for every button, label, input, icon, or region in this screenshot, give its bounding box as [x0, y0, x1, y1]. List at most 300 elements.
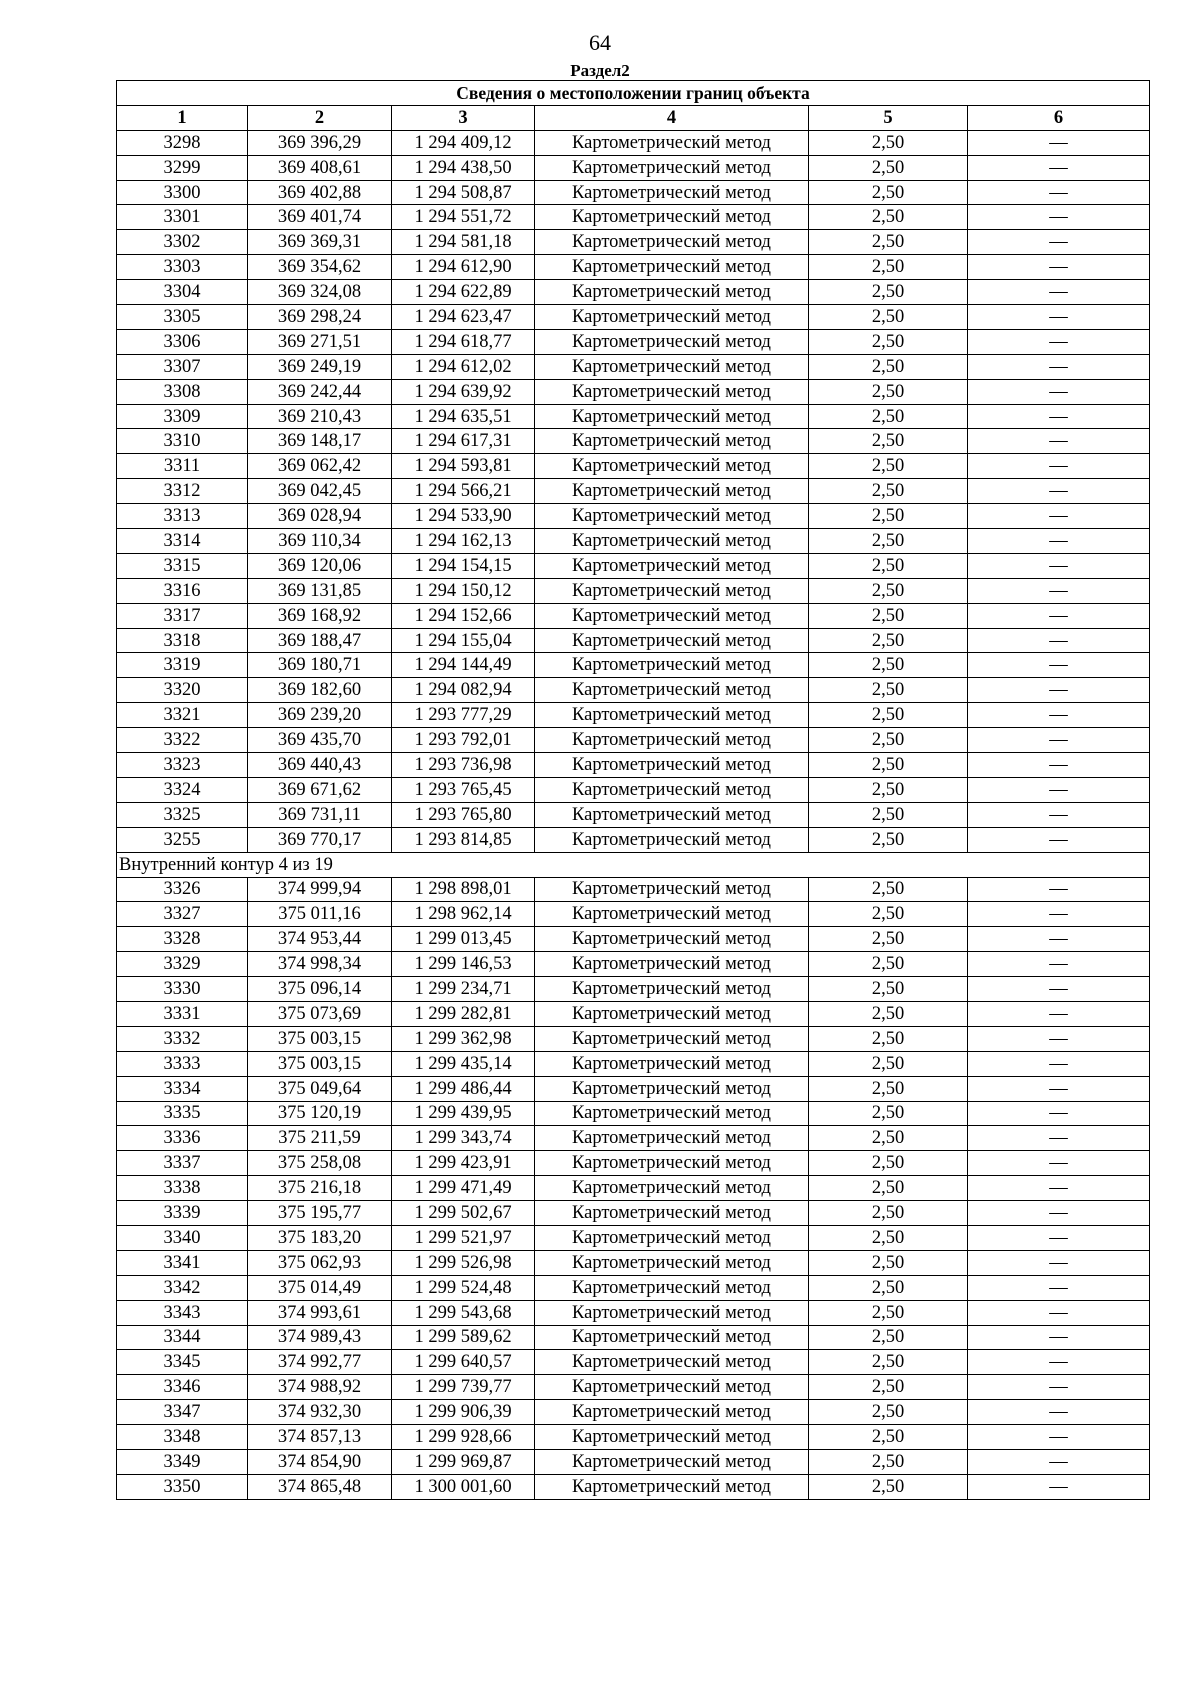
y-coordinate-cell: 1 299 928,66: [392, 1425, 535, 1450]
point-number-cell: 3335: [117, 1101, 248, 1126]
column-header: 5: [809, 105, 968, 130]
point-number-cell: 3343: [117, 1300, 248, 1325]
table-body: [117, 81, 1150, 1500]
y-coordinate-cell: 1 294 639,92: [392, 379, 535, 404]
description-cell: —: [968, 504, 1150, 529]
point-number-cell: 3338: [117, 1176, 248, 1201]
description-cell: —: [968, 902, 1150, 927]
table-row: [117, 1176, 1150, 1201]
y-coordinate-cell: 1 299 362,98: [392, 1026, 535, 1051]
x-coordinate-cell: 369 435,70: [248, 728, 392, 753]
description-cell: —: [968, 429, 1150, 454]
description-cell: —: [968, 952, 1150, 977]
y-coordinate-cell: 1 298 962,14: [392, 902, 535, 927]
description-cell: —: [968, 1474, 1150, 1499]
point-number-cell: 3345: [117, 1350, 248, 1375]
description-cell: —: [968, 454, 1150, 479]
description-cell: —: [968, 1101, 1150, 1126]
table-row: [117, 1201, 1150, 1226]
description-cell: —: [968, 977, 1150, 1002]
column-header: 3: [392, 105, 535, 130]
table-row: [117, 578, 1150, 603]
y-coordinate-cell: 1 293 765,80: [392, 802, 535, 827]
x-coordinate-cell: 375 258,08: [248, 1151, 392, 1176]
y-coordinate-cell: 1 294 533,90: [392, 504, 535, 529]
method-cell: Картометрический метод: [535, 877, 809, 902]
accuracy-cell: 2,50: [809, 504, 968, 529]
description-cell: —: [968, 728, 1150, 753]
table-row: [117, 927, 1150, 952]
accuracy-cell: 2,50: [809, 1001, 968, 1026]
y-coordinate-cell: 1 299 589,62: [392, 1325, 535, 1350]
y-coordinate-cell: 1 299 343,74: [392, 1126, 535, 1151]
table-row: [117, 1425, 1150, 1450]
y-coordinate-cell: 1 299 439,95: [392, 1101, 535, 1126]
point-number-cell: 3327: [117, 902, 248, 927]
contour-label: Внутренний контур 4 из 19: [117, 852, 1150, 877]
method-cell: Картометрический метод: [535, 753, 809, 778]
table-row: [117, 1225, 1150, 1250]
column-header: 1: [117, 105, 248, 130]
point-number-cell: 3301: [117, 205, 248, 230]
method-cell: Картометрический метод: [535, 255, 809, 280]
y-coordinate-cell: 1 294 622,89: [392, 280, 535, 305]
table-row: [117, 1076, 1150, 1101]
y-coordinate-cell: 1 294 508,87: [392, 180, 535, 205]
table-row: [117, 1275, 1150, 1300]
y-coordinate-cell: 1 294 551,72: [392, 205, 535, 230]
table-row: [117, 653, 1150, 678]
description-cell: —: [968, 1350, 1150, 1375]
method-cell: Картометрический метод: [535, 1176, 809, 1201]
method-cell: Картометрический метод: [535, 479, 809, 504]
point-number-cell: 3341: [117, 1250, 248, 1275]
accuracy-cell: 2,50: [809, 180, 968, 205]
accuracy-cell: 2,50: [809, 479, 968, 504]
table-row: [117, 553, 1150, 578]
y-coordinate-cell: 1 299 969,87: [392, 1449, 535, 1474]
boundary-table: [116, 80, 1150, 1500]
table-row: [117, 777, 1150, 802]
description-cell: —: [968, 1275, 1150, 1300]
description-cell: —: [968, 1001, 1150, 1026]
x-coordinate-cell: 374 993,61: [248, 1300, 392, 1325]
accuracy-cell: 2,50: [809, 977, 968, 1002]
accuracy-cell: 2,50: [809, 927, 968, 952]
accuracy-cell: 2,50: [809, 877, 968, 902]
table-row: [117, 1151, 1150, 1176]
point-number-cell: 3324: [117, 777, 248, 802]
accuracy-cell: 2,50: [809, 379, 968, 404]
point-number-cell: 3317: [117, 603, 248, 628]
method-cell: Картометрический метод: [535, 404, 809, 429]
method-cell: Картометрический метод: [535, 1350, 809, 1375]
x-coordinate-cell: 369 369,31: [248, 230, 392, 255]
table-row: [117, 1350, 1150, 1375]
method-cell: Картометрический метод: [535, 927, 809, 952]
table-row: [117, 952, 1150, 977]
table-row: [117, 1325, 1150, 1350]
method-cell: Картометрический метод: [535, 1225, 809, 1250]
column-header: 4: [535, 105, 809, 130]
method-cell: Картометрический метод: [535, 1300, 809, 1325]
x-coordinate-cell: 374 854,90: [248, 1449, 392, 1474]
accuracy-cell: 2,50: [809, 1425, 968, 1450]
description-cell: —: [968, 553, 1150, 578]
method-cell: Картометрический метод: [535, 329, 809, 354]
table-row: [117, 429, 1150, 454]
accuracy-cell: 2,50: [809, 902, 968, 927]
table-row: [117, 1101, 1150, 1126]
method-cell: Картометрический метод: [535, 230, 809, 255]
table-row: [117, 1126, 1150, 1151]
point-number-cell: 3319: [117, 653, 248, 678]
accuracy-cell: 2,50: [809, 1225, 968, 1250]
table-row: [117, 1400, 1150, 1425]
accuracy-cell: 2,50: [809, 429, 968, 454]
accuracy-cell: 2,50: [809, 1151, 968, 1176]
point-number-cell: 3349: [117, 1449, 248, 1474]
method-cell: Картометрический метод: [535, 1250, 809, 1275]
accuracy-cell: 2,50: [809, 130, 968, 155]
y-coordinate-cell: 1 299 282,81: [392, 1001, 535, 1026]
table-row: [117, 1051, 1150, 1076]
description-cell: —: [968, 827, 1150, 852]
x-coordinate-cell: 369 239,20: [248, 703, 392, 728]
table-row: [117, 230, 1150, 255]
table-row: [117, 728, 1150, 753]
method-cell: Картометрический метод: [535, 553, 809, 578]
x-coordinate-cell: 369 440,43: [248, 753, 392, 778]
description-cell: —: [968, 1126, 1150, 1151]
x-coordinate-cell: 369 188,47: [248, 628, 392, 653]
y-coordinate-cell: 1 293 814,85: [392, 827, 535, 852]
table-row: [117, 529, 1150, 554]
x-coordinate-cell: 375 003,15: [248, 1026, 392, 1051]
x-coordinate-cell: 369 401,74: [248, 205, 392, 230]
description-cell: —: [968, 1176, 1150, 1201]
x-coordinate-cell: 374 988,92: [248, 1375, 392, 1400]
accuracy-cell: 2,50: [809, 305, 968, 330]
x-coordinate-cell: 369 242,44: [248, 379, 392, 404]
accuracy-cell: 2,50: [809, 1275, 968, 1300]
method-cell: Картометрический метод: [535, 827, 809, 852]
y-coordinate-cell: 1 299 526,98: [392, 1250, 535, 1275]
description-cell: —: [968, 1325, 1150, 1350]
x-coordinate-cell: 375 014,49: [248, 1275, 392, 1300]
accuracy-cell: 2,50: [809, 703, 968, 728]
y-coordinate-cell: 1 294 581,18: [392, 230, 535, 255]
table-row: [117, 504, 1150, 529]
method-cell: Картометрический метод: [535, 728, 809, 753]
description-cell: —: [968, 678, 1150, 703]
x-coordinate-cell: 375 073,69: [248, 1001, 392, 1026]
description-cell: —: [968, 1250, 1150, 1275]
x-coordinate-cell: 374 857,13: [248, 1425, 392, 1450]
point-number-cell: 3304: [117, 280, 248, 305]
description-cell: —: [968, 927, 1150, 952]
table-row: [117, 1449, 1150, 1474]
method-cell: Картометрический метод: [535, 1076, 809, 1101]
point-number-cell: 3342: [117, 1275, 248, 1300]
column-header: 6: [968, 105, 1150, 130]
method-cell: Картометрический метод: [535, 653, 809, 678]
method-cell: Картометрический метод: [535, 1474, 809, 1499]
y-coordinate-cell: 1 294 617,31: [392, 429, 535, 454]
point-number-cell: 3340: [117, 1225, 248, 1250]
y-coordinate-cell: 1 294 618,77: [392, 329, 535, 354]
x-coordinate-cell: 369 402,88: [248, 180, 392, 205]
y-coordinate-cell: 1 294 593,81: [392, 454, 535, 479]
table-row: [117, 180, 1150, 205]
x-coordinate-cell: 375 183,20: [248, 1225, 392, 1250]
method-cell: Картометрический метод: [535, 628, 809, 653]
x-coordinate-cell: 375 003,15: [248, 1051, 392, 1076]
y-coordinate-cell: 1 293 777,29: [392, 703, 535, 728]
x-coordinate-cell: 374 932,30: [248, 1400, 392, 1425]
accuracy-cell: 2,50: [809, 1250, 968, 1275]
x-coordinate-cell: 375 011,16: [248, 902, 392, 927]
description-cell: —: [968, 578, 1150, 603]
y-coordinate-cell: 1 299 486,44: [392, 1076, 535, 1101]
description-cell: —: [968, 404, 1150, 429]
accuracy-cell: 2,50: [809, 653, 968, 678]
point-number-cell: 3300: [117, 180, 248, 205]
description-cell: —: [968, 379, 1150, 404]
method-cell: Картометрический метод: [535, 952, 809, 977]
description-cell: —: [968, 753, 1150, 778]
description-cell: —: [968, 529, 1150, 554]
point-number-cell: 3348: [117, 1425, 248, 1450]
method-cell: Картометрический метод: [535, 1400, 809, 1425]
table-row: [117, 628, 1150, 653]
table-row: [117, 703, 1150, 728]
point-number-cell: 3302: [117, 230, 248, 255]
description-cell: —: [968, 1300, 1150, 1325]
table-row: [117, 305, 1150, 330]
accuracy-cell: 2,50: [809, 603, 968, 628]
description-cell: —: [968, 628, 1150, 653]
method-cell: Картометрический метод: [535, 305, 809, 330]
description-cell: —: [968, 280, 1150, 305]
y-coordinate-cell: 1 294 162,13: [392, 529, 535, 554]
table-row: [117, 877, 1150, 902]
description-cell: —: [968, 305, 1150, 330]
accuracy-cell: 2,50: [809, 1026, 968, 1051]
accuracy-cell: 2,50: [809, 1126, 968, 1151]
x-coordinate-cell: 375 216,18: [248, 1176, 392, 1201]
table-row: [117, 404, 1150, 429]
point-number-cell: 3298: [117, 130, 248, 155]
x-coordinate-cell: 369 110,34: [248, 529, 392, 554]
method-cell: Картометрический метод: [535, 1325, 809, 1350]
y-coordinate-cell: 1 294 154,15: [392, 553, 535, 578]
description-cell: —: [968, 180, 1150, 205]
x-coordinate-cell: 369 182,60: [248, 678, 392, 703]
description-cell: —: [968, 802, 1150, 827]
y-coordinate-cell: 1 299 906,39: [392, 1400, 535, 1425]
x-coordinate-cell: 369 210,43: [248, 404, 392, 429]
table-row: [117, 130, 1150, 155]
table-row: [117, 1474, 1150, 1499]
point-number-cell: 3303: [117, 255, 248, 280]
y-coordinate-cell: 1 299 234,71: [392, 977, 535, 1002]
description-cell: —: [968, 877, 1150, 902]
description-cell: —: [968, 1375, 1150, 1400]
y-coordinate-cell: 1 298 898,01: [392, 877, 535, 902]
description-cell: —: [968, 479, 1150, 504]
accuracy-cell: 2,50: [809, 952, 968, 977]
table-row: [117, 902, 1150, 927]
point-number-cell: 3330: [117, 977, 248, 1002]
table-row: [117, 454, 1150, 479]
point-number-cell: 3325: [117, 802, 248, 827]
y-coordinate-cell: 1 294 152,66: [392, 603, 535, 628]
y-coordinate-cell: 1 299 471,49: [392, 1176, 535, 1201]
description-cell: —: [968, 155, 1150, 180]
description-cell: —: [968, 653, 1150, 678]
point-number-cell: 3305: [117, 305, 248, 330]
description-cell: —: [968, 1201, 1150, 1226]
accuracy-cell: 2,50: [809, 205, 968, 230]
accuracy-cell: 2,50: [809, 354, 968, 379]
x-coordinate-cell: 369 249,19: [248, 354, 392, 379]
x-coordinate-cell: 369 396,29: [248, 130, 392, 155]
point-number-cell: 3315: [117, 553, 248, 578]
table-header-row: [117, 105, 1150, 130]
y-coordinate-cell: 1 294 623,47: [392, 305, 535, 330]
method-cell: Картометрический метод: [535, 802, 809, 827]
table-row: [117, 255, 1150, 280]
method-cell: Картометрический метод: [535, 180, 809, 205]
description-cell: —: [968, 1051, 1150, 1076]
method-cell: Картометрический метод: [535, 1101, 809, 1126]
point-number-cell: 3344: [117, 1325, 248, 1350]
point-number-cell: 3316: [117, 578, 248, 603]
y-coordinate-cell: 1 294 438,50: [392, 155, 535, 180]
x-coordinate-cell: 375 049,64: [248, 1076, 392, 1101]
y-coordinate-cell: 1 294 155,04: [392, 628, 535, 653]
point-number-cell: 3326: [117, 877, 248, 902]
description-cell: —: [968, 777, 1150, 802]
table-row: [117, 379, 1150, 404]
point-number-cell: 3323: [117, 753, 248, 778]
method-cell: Картометрический метод: [535, 1151, 809, 1176]
accuracy-cell: 2,50: [809, 827, 968, 852]
x-coordinate-cell: 369 298,24: [248, 305, 392, 330]
point-number-cell: 3310: [117, 429, 248, 454]
description-cell: —: [968, 1151, 1150, 1176]
y-coordinate-cell: 1 299 502,67: [392, 1201, 535, 1226]
accuracy-cell: 2,50: [809, 454, 968, 479]
accuracy-cell: 2,50: [809, 155, 968, 180]
column-header: 2: [248, 105, 392, 130]
point-number-cell: 3332: [117, 1026, 248, 1051]
y-coordinate-cell: 1 294 409,12: [392, 130, 535, 155]
y-coordinate-cell: 1 294 612,02: [392, 354, 535, 379]
method-cell: Картометрический метод: [535, 1001, 809, 1026]
description-cell: —: [968, 603, 1150, 628]
accuracy-cell: 2,50: [809, 230, 968, 255]
table-row: [117, 329, 1150, 354]
table-row: [117, 1001, 1150, 1026]
point-number-cell: 3331: [117, 1001, 248, 1026]
method-cell: Картометрический метод: [535, 130, 809, 155]
point-number-cell: 3321: [117, 703, 248, 728]
table-title-row: [117, 81, 1150, 106]
section-title: Раздел2: [570, 61, 630, 80]
point-number-cell: 3350: [117, 1474, 248, 1499]
point-number-cell: 3313: [117, 504, 248, 529]
x-coordinate-cell: 375 096,14: [248, 977, 392, 1002]
y-coordinate-cell: 1 299 423,91: [392, 1151, 535, 1176]
y-coordinate-cell: 1 294 144,49: [392, 653, 535, 678]
description-cell: —: [968, 1400, 1150, 1425]
x-coordinate-cell: 369 062,42: [248, 454, 392, 479]
x-coordinate-cell: 374 998,34: [248, 952, 392, 977]
y-coordinate-cell: 1 299 543,68: [392, 1300, 535, 1325]
x-coordinate-cell: 374 953,44: [248, 927, 392, 952]
method-cell: Картометрический метод: [535, 1126, 809, 1151]
accuracy-cell: 2,50: [809, 280, 968, 305]
table-row: [117, 479, 1150, 504]
method-cell: Картометрический метод: [535, 504, 809, 529]
y-coordinate-cell: 1 293 792,01: [392, 728, 535, 753]
accuracy-cell: 2,50: [809, 1051, 968, 1076]
contour-row: [117, 852, 1150, 877]
method-cell: Картометрический метод: [535, 529, 809, 554]
x-coordinate-cell: 375 120,19: [248, 1101, 392, 1126]
page-number: 64: [589, 30, 611, 55]
method-cell: Картометрический метод: [535, 429, 809, 454]
description-cell: —: [968, 1449, 1150, 1474]
x-coordinate-cell: 374 999,94: [248, 877, 392, 902]
y-coordinate-cell: 1 299 640,57: [392, 1350, 535, 1375]
method-cell: Картометрический метод: [535, 678, 809, 703]
table-row: [117, 205, 1150, 230]
x-coordinate-cell: 369 271,51: [248, 329, 392, 354]
point-number-cell: 3333: [117, 1051, 248, 1076]
accuracy-cell: 2,50: [809, 678, 968, 703]
method-cell: Картометрический метод: [535, 1375, 809, 1400]
point-number-cell: 3299: [117, 155, 248, 180]
method-cell: Картометрический метод: [535, 703, 809, 728]
method-cell: Картометрический метод: [535, 1026, 809, 1051]
accuracy-cell: 2,50: [809, 404, 968, 429]
point-number-cell: 3311: [117, 454, 248, 479]
y-coordinate-cell: 1 293 765,45: [392, 777, 535, 802]
description-cell: —: [968, 230, 1150, 255]
description-cell: —: [968, 205, 1150, 230]
point-number-cell: 3328: [117, 927, 248, 952]
description-cell: —: [968, 130, 1150, 155]
point-number-cell: 3346: [117, 1375, 248, 1400]
x-coordinate-cell: 374 992,77: [248, 1350, 392, 1375]
point-number-cell: 3308: [117, 379, 248, 404]
y-coordinate-cell: 1 294 566,21: [392, 479, 535, 504]
accuracy-cell: 2,50: [809, 1350, 968, 1375]
x-coordinate-cell: 369 131,85: [248, 578, 392, 603]
x-coordinate-cell: 374 989,43: [248, 1325, 392, 1350]
point-number-cell: 3312: [117, 479, 248, 504]
method-cell: Картометрический метод: [535, 777, 809, 802]
point-number-cell: 3347: [117, 1400, 248, 1425]
method-cell: Картометрический метод: [535, 1201, 809, 1226]
method-cell: Картометрический метод: [535, 1051, 809, 1076]
accuracy-cell: 2,50: [809, 1076, 968, 1101]
x-coordinate-cell: 369 354,62: [248, 255, 392, 280]
point-number-cell: 3306: [117, 329, 248, 354]
